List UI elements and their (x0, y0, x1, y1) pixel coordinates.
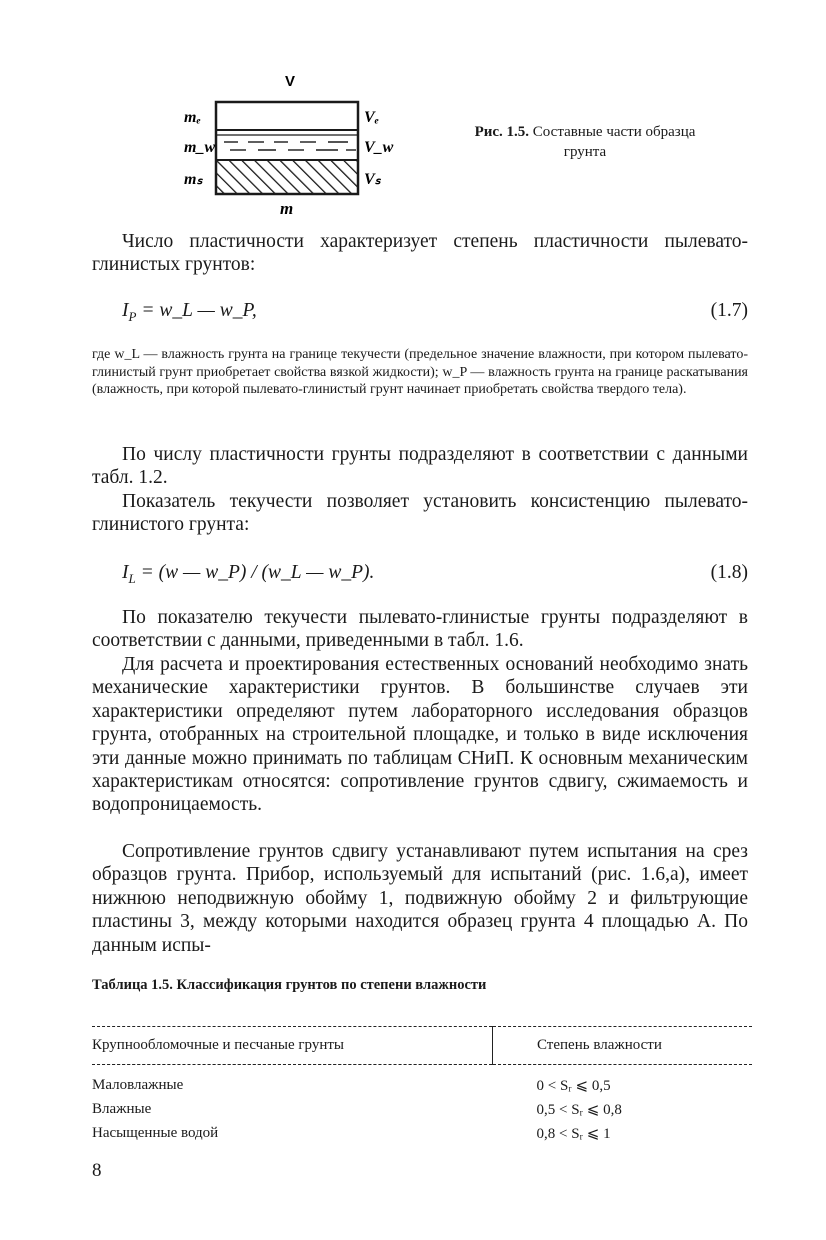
table-cell-class: Влажные (92, 1100, 152, 1117)
table-header-degree: Степень влажности (493, 1027, 753, 1065)
table-header-soil: Крупнообломочные и песчаные грунты (92, 1027, 493, 1065)
table-cell-class: Насыщенные водой (92, 1124, 219, 1141)
table-cell-range: 0,5 < Sᵣ ⩽ 0,8 (536, 1101, 622, 1118)
figure-caption-label: Рис. 1.5. (474, 124, 530, 140)
formula-1-7-lhs: I (122, 300, 129, 321)
paragraph-liquidity: Показатель текучести позволяет установить консистенцию пылевато-глинистого грунта: (92, 491, 748, 536)
page-number: 8 (92, 1160, 102, 1181)
formula-1-8-rhs: = (w — w_P) / (w_L — w_P). (140, 562, 375, 583)
table-cell-range: 0,8 < Sᵣ ⩽ 1 (536, 1125, 611, 1142)
mass-air-label: mₑ (184, 109, 201, 126)
mass-solid-label: mₛ (184, 171, 203, 188)
formula-1-7-lhs-sub: P (128, 308, 137, 324)
soil-sample-diagram (178, 72, 408, 222)
solid-phase-hatch (217, 161, 357, 193)
table-row (92, 1097, 752, 1121)
table-row (92, 1065, 752, 1098)
paragraph-table-1-6: По показателю текучести пылевато-глинистые грунты подразделяют в соответствии с данными, приведенными в табл. 1.6. (92, 607, 748, 652)
formula-1-8-lhs: I (122, 562, 129, 583)
table-row (92, 1121, 752, 1145)
table-cell-range: 0 < Sᵣ ⩽ 0,5 (536, 1077, 611, 1094)
mass-water-label: m_w (184, 139, 216, 156)
figure-caption-text: Составные части образца грунта (532, 124, 696, 160)
table-caption-text: Классификация грунтов по степени влажности (176, 977, 487, 993)
soil-sample-figure (178, 72, 408, 222)
volume-water-label: V_w (364, 139, 394, 156)
table-header-row (92, 1027, 752, 1065)
formula-1-7 (122, 300, 748, 324)
moisture-classification-table (92, 1026, 752, 1145)
formula-1-8-number: (1.8) (710, 562, 748, 583)
paragraph-table-1-2: По числу пластичности грунты подразделяют в соответствии с данными табл. 1.2. (92, 444, 748, 489)
water-dashes (224, 142, 356, 150)
table-caption-label: Таблица 1.5. (92, 977, 173, 993)
formula-1-7-number: (1.7) (710, 300, 748, 321)
paragraph-plasticity: Число пластичности характеризует степень пластичности пылевато-глинистых грунтов: (92, 231, 748, 276)
figure-top-label: V (285, 73, 296, 90)
paragraph-mechanical: Для расчета и проектирования естественных оснований необходимо знать механические характеристики грунтов. В большинстве случаев эти характеристики определяют путем лабораторного исследования образцов грунта, отобранных на строительной площадке, и только в виде исключения эти данные можно принимать по таблицам СНиП. К основным механическим характеристикам относятся: сопротивление грунтов сдвигу, сжимаемость и водопроницаемость. (92, 654, 748, 816)
volume-air-label: Vₑ (364, 109, 380, 126)
formula-note: где w_L — влажность грунта на границе текучести (предельное значение влажности, при котором пылевато-глинистый грунт приобретает свойства вязкой жидкости); w_P — влажность грунта на границе раскатывания (влажность, при которой пылевато-глинистый грунт начинает приобретать свойства твердого тела). (92, 347, 748, 397)
volume-solid-label: Vₛ (364, 171, 381, 188)
figure-caption (470, 122, 700, 162)
paragraph-shear: Сопротивление грунтов сдвигу устанавливают путем испытания на срез образцов грунта. Прибор, используемый для испытаний (рис. 1.6,а), имеет нижнюю неподвижную обойму 1, подвижную обойму 2 и фильтрующие пластины 3, между которыми находится образец грунта 4 площадью A. По данным испы- (92, 841, 748, 956)
formula-1-8 (122, 562, 748, 586)
formula-1-8-lhs-sub: L (128, 570, 136, 586)
figure-bottom-label: m (280, 199, 294, 218)
table-cell-class: Маловлажные (92, 1076, 184, 1093)
table-caption (92, 977, 748, 994)
formula-1-7-rhs: = w_L — w_P, (141, 300, 257, 321)
